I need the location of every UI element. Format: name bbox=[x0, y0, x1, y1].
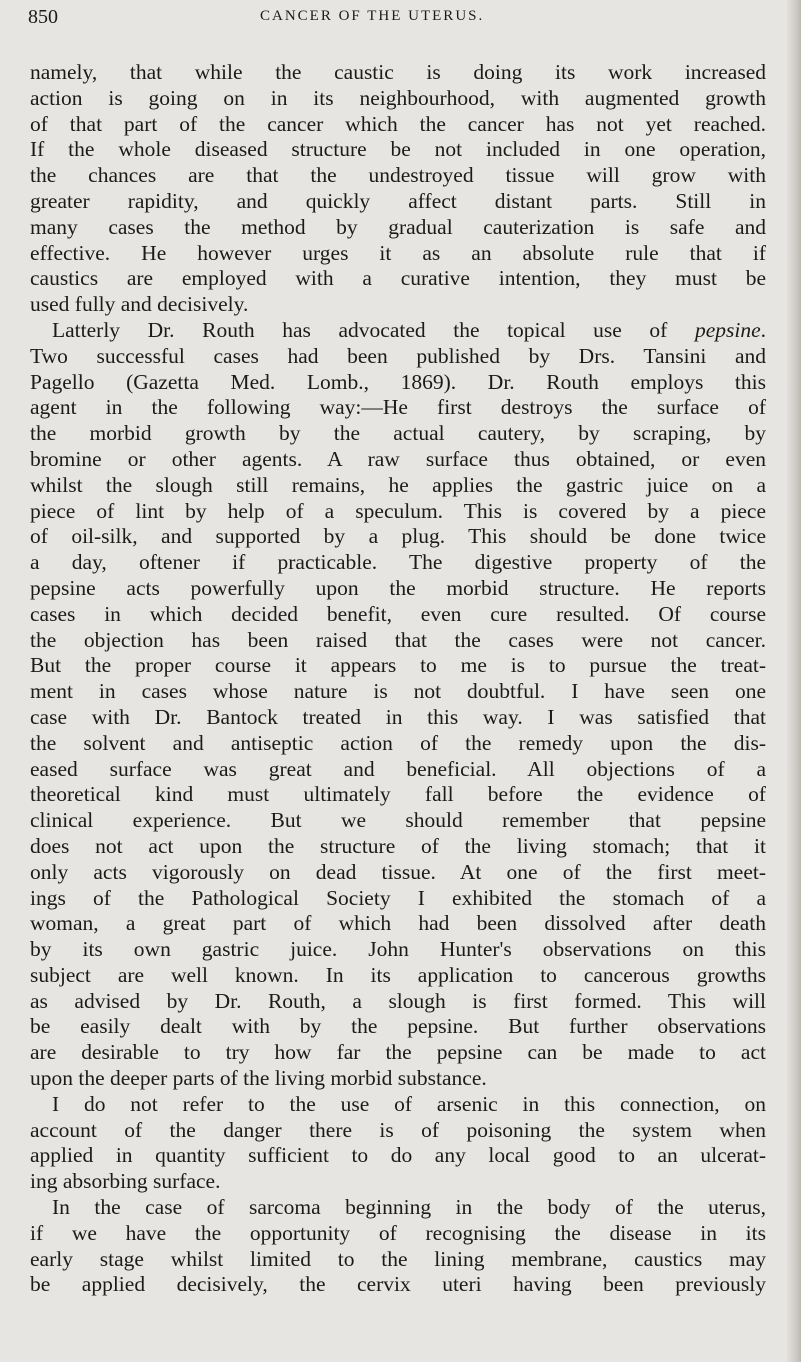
text-line: woman, a great part of which had been dissolved after death bbox=[30, 911, 766, 936]
running-head: CANCER OF THE UTERUS. bbox=[260, 8, 485, 24]
text-line: case with Dr. Bantock treated in this way. I was satisfied that bbox=[30, 704, 766, 729]
text-line: does not act upon the structure of the living stomach; that it bbox=[30, 833, 766, 858]
text-line: if we have the opportunity of recognising the disease in its bbox=[30, 1220, 766, 1245]
text-line: upon the deeper parts of the living morbid substance. bbox=[30, 1066, 487, 1091]
page-number: 850 bbox=[28, 6, 58, 28]
text-line: only acts vigorously on dead tissue. At one of the first meet- bbox=[30, 859, 766, 884]
text-line: effective. He however urges it as an absolute rule that if bbox=[30, 240, 766, 265]
text-line: subject are well known. In its application to cancerous growths bbox=[30, 962, 766, 987]
text-line: cases in which decided benefit, even cure resulted. Of course bbox=[30, 601, 766, 626]
text-line: piece of lint by help of a speculum. This is covered by a piece bbox=[30, 498, 766, 523]
text-line: ment in cases whose nature is not doubtful. I have seen one bbox=[30, 679, 766, 704]
text-line: Two successful cases had been published by Drs. Tansini and bbox=[30, 343, 766, 368]
emphasized-word: pepsine bbox=[694, 317, 761, 342]
text-line: But the proper course it appears to me is to pursue the treat- bbox=[30, 653, 766, 678]
text-line: action is going on in its neighbourhood, with augmented growth bbox=[30, 85, 766, 110]
text-line: greater rapidity, and quickly affect distant parts. Still in bbox=[30, 188, 766, 213]
text-line: the solvent and antiseptic action of the remedy upon the dis- bbox=[30, 730, 766, 755]
text-line: are desirable to try how far the pepsine can be made to act bbox=[30, 1040, 766, 1065]
text-line: of oil-silk, and supported by a plug. This should be done twice bbox=[30, 524, 766, 549]
text-line: theoretical kind must ultimately fall before the evidence of bbox=[30, 782, 766, 807]
text-line: by its own gastric juice. John Hunter's observations on this bbox=[30, 937, 766, 962]
text-line: be easily dealt with by the pepsine. But further observations bbox=[30, 1014, 766, 1039]
text-line: a day, oftener if practicable. The digestive property of the bbox=[30, 550, 766, 575]
text-line: the morbid growth by the actual cautery, by scraping, by bbox=[30, 421, 766, 446]
text-line: ing absorbing surface. bbox=[30, 1169, 221, 1194]
text-line: bromine or other agents. A raw surface thus obtained, or even bbox=[30, 446, 766, 471]
text-line: of that part of the cancer which the cancer has not yet reached. bbox=[30, 111, 766, 136]
body-text bbox=[30, 60, 766, 1298]
page-spine-edge bbox=[787, 0, 801, 1362]
text-line: In the case of sarcoma beginning in the body of the uterus, bbox=[52, 1195, 766, 1220]
text-line: eased surface was great and beneficial. All objections of a bbox=[30, 756, 766, 781]
text-line: pepsine acts powerfully upon the morbid structure. He reports bbox=[30, 575, 766, 600]
text-line: clinical experience. But we should remember that pepsine bbox=[30, 808, 766, 833]
text-line: as advised by Dr. Routh, a slough is first formed. This will bbox=[30, 988, 766, 1013]
text-line: be applied decisively, the cervix uteri having been previously bbox=[30, 1272, 766, 1297]
text-line: namely, that while the caustic is doing its work increased bbox=[30, 60, 766, 84]
text-line: ings of the Pathological Society I exhibited the stomach of a bbox=[30, 885, 766, 910]
text-line: Latterly Dr. Routh has advocated the topical use of pepsine. bbox=[52, 317, 766, 342]
text-line: the chances are that the undestroyed tissue will grow with bbox=[30, 163, 766, 188]
text-line: caustics are employed with a curative intention, they must be bbox=[30, 266, 766, 291]
text-line: the objection has been raised that the cases were not cancer. bbox=[30, 627, 766, 652]
text-line: many cases the method by gradual cauterization is safe and bbox=[30, 214, 766, 239]
text-line: I do not refer to the use of arsenic in this connection, on bbox=[52, 1091, 766, 1116]
text-line: If the whole diseased structure be not included in one operation, bbox=[30, 137, 766, 162]
text-line: used fully and decisively. bbox=[30, 292, 249, 317]
text-line: whilst the slough still remains, he applies the gastric juice on a bbox=[30, 472, 766, 497]
text-line: account of the danger there is of poisoning the system when bbox=[30, 1117, 766, 1142]
page-header bbox=[28, 2, 768, 32]
text-line: applied in quantity sufficient to do any local good to an ulcerat- bbox=[30, 1143, 766, 1168]
text-line: Pagello (Gazetta Med. Lomb., 1869). Dr. Routh employs this bbox=[30, 369, 766, 394]
text-line: early stage whilst limited to the lining membrane, caustics may bbox=[30, 1246, 766, 1271]
text-line: agent in the following way:—He first destroys the surface of bbox=[30, 395, 766, 420]
